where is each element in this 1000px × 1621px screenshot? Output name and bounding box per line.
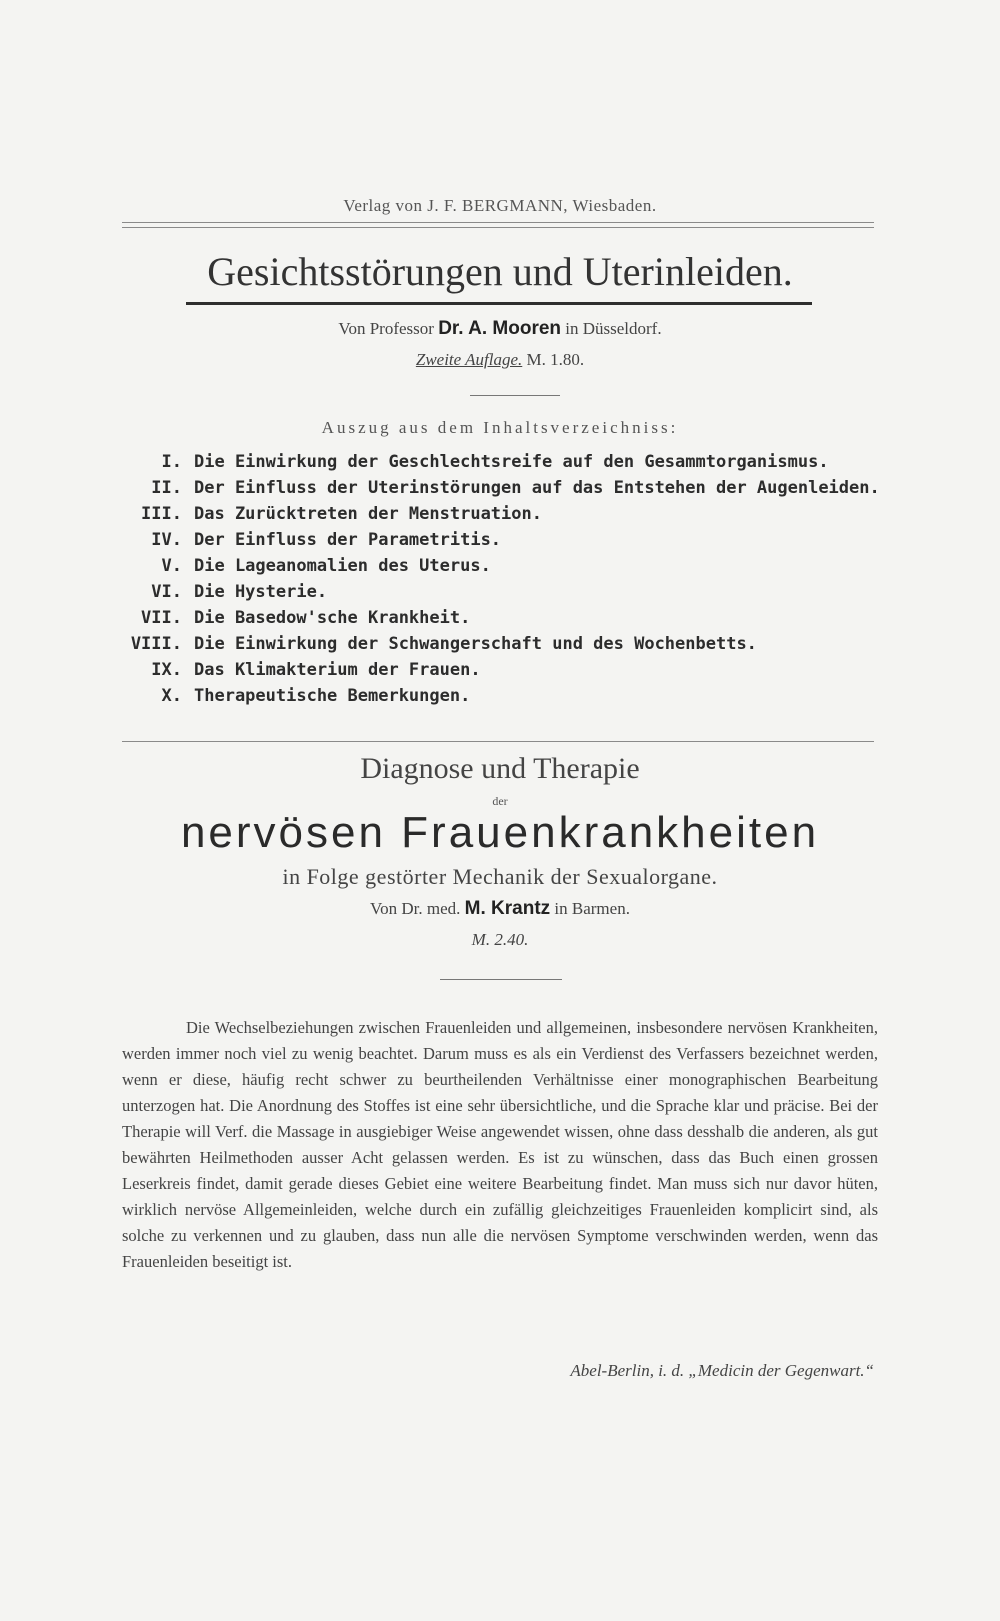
toc-item-text: Die Einwirkung der Schwangerschaft und des Wochenbetts. xyxy=(194,634,757,654)
toc-item xyxy=(110,475,890,501)
double-rule-divider xyxy=(122,222,874,228)
toc-item xyxy=(110,631,890,657)
toc-item xyxy=(110,527,890,553)
book2-author-name: M. Krantz xyxy=(464,898,551,919)
book1-author-prefix: Von Professor xyxy=(338,319,434,338)
toc-item-number: V. xyxy=(161,556,182,576)
toc-item-text: Die Basedow'sche Krankheit. xyxy=(194,608,471,628)
toc-item xyxy=(110,449,890,475)
book1-edition-line xyxy=(0,350,1000,370)
book2-author-line xyxy=(0,898,1000,920)
book2-author-prefix: Von Dr. med. xyxy=(370,899,461,918)
toc-item-number: VIII. xyxy=(130,634,182,654)
book1-price: M. 1.80. xyxy=(526,350,585,369)
title-underline-rule xyxy=(186,302,812,305)
book1-author-line xyxy=(0,318,1000,340)
book2-subtitle: in Folge gestörter Mechanik der Sexualorgane. xyxy=(282,864,718,889)
toc-item-number: II. xyxy=(151,478,182,498)
book2-review-source: Abel-Berlin, i. d. „Medicin der Gegenwart.“ xyxy=(570,1361,874,1380)
book1-title: Gesichtsstörungen und Uterinleiden. xyxy=(207,249,793,294)
toc-item-text: Das Klimakterium der Frauen. xyxy=(194,660,481,680)
section-divider xyxy=(122,741,874,742)
toc-item-text: Das Zurücktreten der Menstruation. xyxy=(194,504,542,524)
book2-review-text: Die Wechselbeziehungen zwischen Frauenleiden und allgemeinen, insbesondere nervösen Krankheiten, werden immer noch viel zu wenig beachtet. Darum muss es als ein Verdienst des Verfassers bezeichnet werden, wenn er diese, häufig recht schwer zu beurtheilenden Verhältnisse einer monographischen Bearbeitung unterzogen hat. Die Anordnung des Stoffes ist eine sehr übersichtliche, und die Sprache klar und präcise. Bei der Therapie will Verf. die Massage in ausgiebiger Weise angewendet wissen, ohne dass desshalb die anderen, als gut bewährten Heilmethoden ausser Acht gelassen werden. Es ist zu wünschen, dass das Buch einen grossen Leserkreis findet, damit gerade dieses Gebiet eine weitere Bearbeitung findet. Man muss sich nur davor hüten, wirklich nervöse Allgemeinleiden, welche durch ein zufällig gleichzeitiges Frauenleiden komplicirt sind, als solche zu verkennen und zu glauben, dass nun alle die nervösen Symptome verschwinden werden, wenn das Frauenleiden beseitigt ist. xyxy=(122,1018,878,1271)
table-of-contents xyxy=(110,449,890,709)
toc-item xyxy=(110,683,890,709)
book2-price: M. 2.40. xyxy=(471,930,529,949)
book2-title-line1: Diagnose und Therapie xyxy=(360,752,640,785)
publisher-line: Verlag von J. F. BERGMANN, Wiesbaden. xyxy=(343,196,657,215)
short-divider xyxy=(470,395,560,396)
toc-item-number: IX. xyxy=(151,660,182,680)
toc-item-number: I. xyxy=(161,452,182,472)
toc-item xyxy=(110,657,890,683)
toc-item-text: Die Lageanomalien des Uterus. xyxy=(194,556,491,576)
toc-item-number: VI. xyxy=(151,582,182,602)
toc-item xyxy=(110,501,890,527)
toc-item-text: Der Einfluss der Uterinstörungen auf das Entstehen der Augenleiden. xyxy=(194,478,880,498)
book1-author-suffix: in Düsseldorf. xyxy=(565,319,662,338)
book2-author-suffix: in Barmen. xyxy=(554,899,630,918)
short-divider xyxy=(440,979,562,980)
toc-item-number: IV. xyxy=(151,530,182,550)
toc-item-text: Der Einfluss der Parametritis. xyxy=(194,530,502,550)
toc-item-text: Die Einwirkung der Geschlechtsreife auf den Gesammtorganismus. xyxy=(194,452,829,472)
book2-title-main: nervösen Frauenkrankheiten xyxy=(180,808,820,857)
toc-item-number: III. xyxy=(141,504,182,524)
toc-item xyxy=(110,579,890,605)
toc-item-number: X. xyxy=(161,686,182,706)
toc-item-text: Die Hysterie. xyxy=(194,582,328,602)
book2-title-connector: der xyxy=(492,794,508,808)
book1-edition: Zweite Auflage. xyxy=(415,350,523,369)
toc-item xyxy=(110,553,890,579)
book1-author-name: Dr. A. Mooren xyxy=(438,318,562,339)
toc-heading: Auszug aus dem Inhaltsverzeichniss: xyxy=(321,418,679,437)
toc-item xyxy=(110,605,890,631)
toc-item-number: VII. xyxy=(141,608,182,628)
toc-item-text: Therapeutische Bemerkungen. xyxy=(194,686,471,706)
